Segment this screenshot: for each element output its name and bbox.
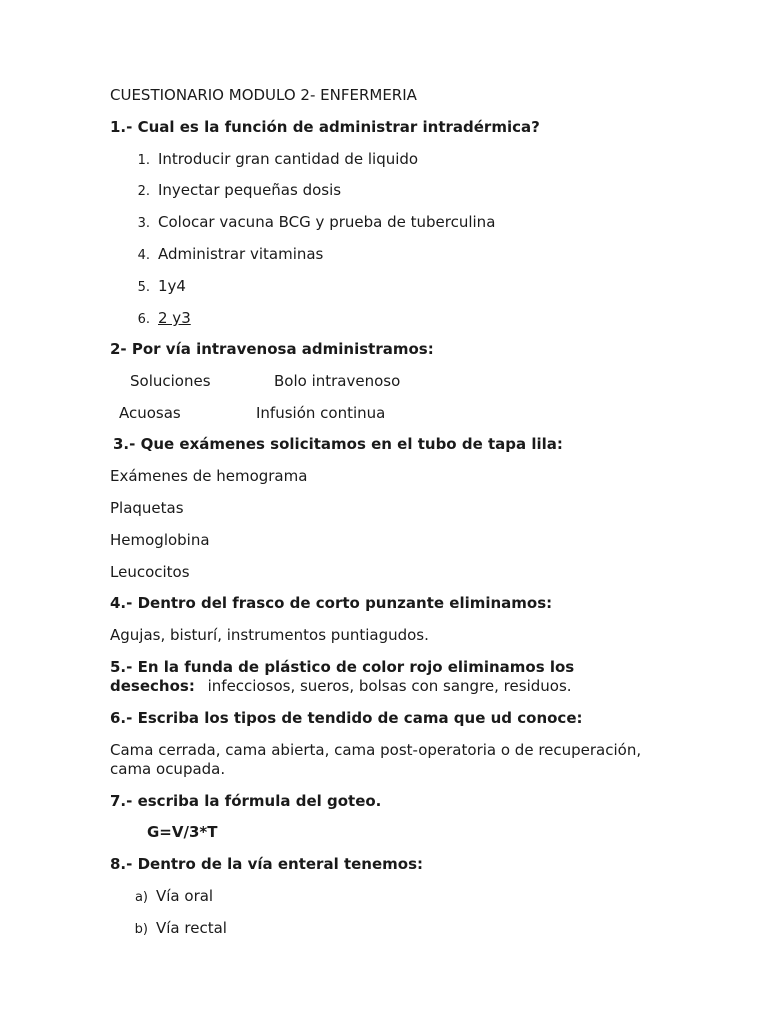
list-text: Administrar vitaminas — [158, 245, 324, 263]
list-text: Colocar vacuna BCG y prueba de tuberculina — [158, 213, 496, 231]
answer-line: cama ocupada. — [110, 760, 226, 778]
list-number: 3. — [137, 216, 150, 231]
list-text: Inyectar pequeñas dosis — [158, 181, 342, 199]
list-item — [128, 181, 341, 201]
answer-line: Plaquetas — [110, 499, 184, 517]
question-5-heading-continued: desechos: — [110, 677, 195, 695]
question-5-heading: 5.- En la funda de plástico de color rojo eliminamos los — [110, 658, 575, 676]
document-title: CUESTIONARIO MODULO 2- ENFERMERIA — [110, 86, 417, 104]
answer-line: infecciosos, sueros, bolsas con sangre, residuos. — [207, 677, 572, 695]
list-item — [128, 150, 418, 170]
list-text: Introducir gran cantidad de liquido — [158, 150, 419, 168]
list-number: 2. — [137, 184, 150, 199]
answer-acuosas: Acuosas — [119, 404, 181, 422]
list-number: 6. — [137, 312, 150, 327]
answer-line: Exámenes de hemograma — [110, 467, 308, 485]
answer-bolo-intravenoso: Bolo intravenoso — [274, 372, 401, 390]
answer-line: Leucocitos — [110, 563, 190, 581]
list-text: Vía rectal — [156, 919, 227, 937]
answer-line: Hemoglobina — [110, 531, 210, 549]
list-item — [126, 887, 213, 907]
answer-soluciones: Soluciones — [130, 372, 211, 390]
question-5-line-2 — [110, 677, 572, 696]
list-item — [128, 213, 495, 233]
list-text: Vía oral — [156, 887, 214, 905]
drip-formula: G=V/3*T — [147, 823, 218, 841]
list-number: 1. — [137, 153, 150, 168]
question-1-heading: 1.- Cual es la función de administrar intradérmica? — [110, 118, 540, 136]
question-2-heading: 2- Por vía intravenosa administramos: — [110, 340, 434, 358]
answer-line: Cama cerrada, cama abierta, cama post-operatoria o de recuperación, — [110, 741, 642, 759]
list-letter: b) — [134, 922, 148, 937]
question-6-heading: 6.- Escriba los tipos de tendido de cama que ud conoce: — [110, 709, 583, 727]
list-text-answer: 2 y3 — [158, 309, 191, 327]
list-text: 1y4 — [158, 277, 186, 295]
answer-line: Agujas, bisturí, instrumentos puntiagudos. — [110, 626, 429, 644]
answer-infusion-continua: Infusión continua — [256, 404, 386, 422]
list-item — [126, 919, 227, 939]
list-item — [128, 277, 186, 297]
list-number: 5. — [137, 280, 150, 295]
list-item — [128, 309, 191, 329]
question-8-heading: 8.- Dentro de la vía enteral tenemos: — [110, 855, 424, 873]
question-4-heading: 4.- Dentro del frasco de corto punzante eliminamos: — [110, 594, 553, 612]
list-letter: a) — [134, 890, 148, 905]
question-7-heading: 7.- escriba la fórmula del goteo. — [110, 792, 382, 810]
list-number: 4. — [137, 248, 150, 263]
question-3-heading: 3.- Que exámenes solicitamos en el tubo de tapa lila: — [113, 435, 563, 453]
list-item — [128, 245, 323, 265]
